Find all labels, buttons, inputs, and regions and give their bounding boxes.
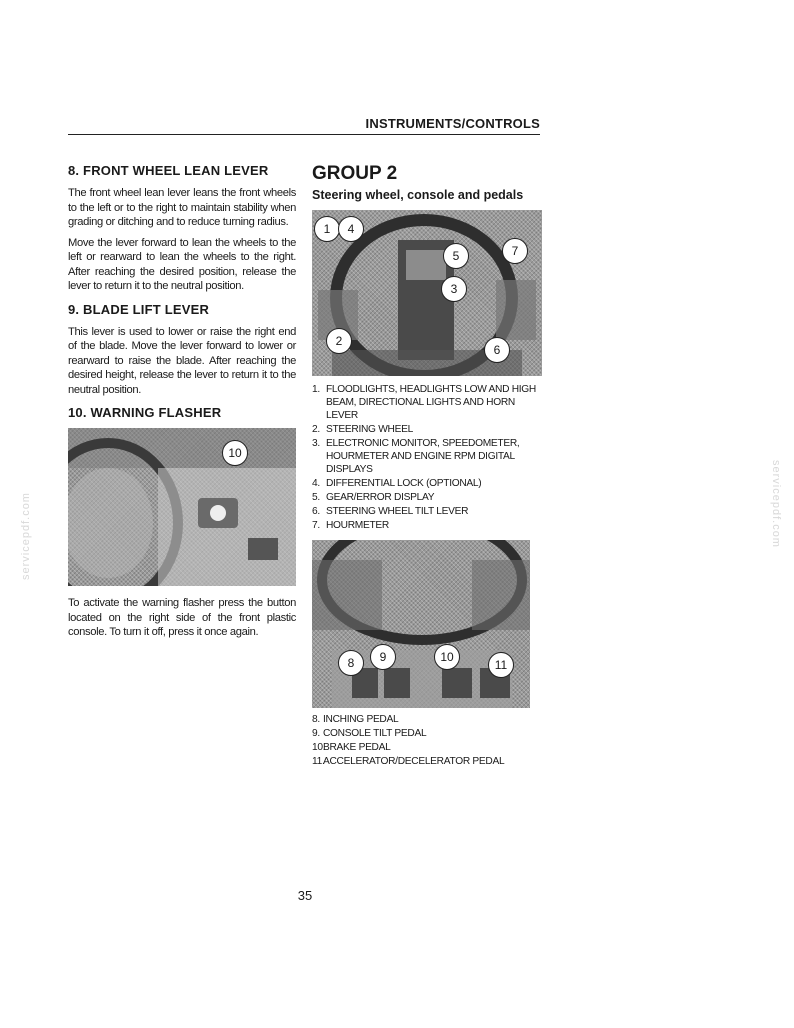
warning-flasher-photo bbox=[68, 428, 296, 586]
group-subtitle: Steering wheel, console and pedals bbox=[312, 188, 524, 202]
callout-9: 9 bbox=[370, 644, 396, 670]
item-number: 6. bbox=[312, 506, 320, 517]
item-text: STEERING WHEEL bbox=[326, 424, 413, 435]
pedals-scene bbox=[312, 540, 530, 708]
header-title: INSTRUMENTS/CONTROLS bbox=[365, 116, 540, 131]
list-item bbox=[312, 423, 542, 436]
list-item bbox=[312, 505, 542, 518]
list-item bbox=[312, 491, 542, 504]
item-number: 1. bbox=[312, 384, 320, 395]
left-column bbox=[68, 163, 296, 648]
callout-7: 7 bbox=[502, 238, 528, 264]
watermark-left: servicepdf.com bbox=[20, 492, 32, 580]
warning-flasher-scene bbox=[68, 428, 296, 586]
item-text: INCHING PEDAL bbox=[323, 714, 399, 725]
paragraph: To activate the warning flasher press the button located on the right side of the front plastic console. To turn it off, press it once again. bbox=[68, 597, 296, 638]
list-item bbox=[312, 383, 542, 422]
item-text: ACCELERATOR/DECELERATOR PEDAL bbox=[323, 756, 505, 767]
item-text: STEERING WHEEL TILT LEVER bbox=[326, 506, 469, 517]
header-rule bbox=[68, 134, 540, 135]
list-item bbox=[312, 713, 542, 726]
callout-2: 2 bbox=[326, 328, 352, 354]
watermark-right: servicepdf.com bbox=[770, 460, 782, 548]
list-item bbox=[312, 755, 542, 768]
item-number: 2. bbox=[312, 424, 320, 435]
list-item bbox=[312, 437, 542, 476]
item-number: 7. bbox=[312, 520, 320, 531]
item-text: CONSOLE TILT PEDAL bbox=[323, 728, 427, 739]
callout-1: 1 bbox=[314, 216, 340, 242]
item-number: 11. bbox=[312, 756, 325, 767]
section-warning-flasher bbox=[68, 405, 296, 640]
section-front-wheel-lean-lever bbox=[68, 163, 296, 294]
item-text: ELECTRONIC MONITOR, SPEEDOMETER, HOURMETER AND ENGINE RPM DIGITAL DISPLAYS bbox=[326, 438, 520, 475]
item-number: 9. bbox=[312, 728, 320, 739]
list-item bbox=[312, 727, 542, 740]
item-text: BRAKE PEDAL bbox=[323, 742, 391, 753]
section-heading: 9. BLADE LIFT LEVER bbox=[68, 301, 210, 317]
paragraph: This lever is used to lower or raise the right end of the blade. Move the lever forward to lower or rearward to raise the blade. After reaching the desired height, release the lever to return it to the neutral position. bbox=[68, 325, 296, 396]
callout-8: 8 bbox=[338, 650, 364, 676]
item-number: 8. bbox=[312, 714, 320, 725]
item-number: 5. bbox=[312, 492, 320, 503]
section-heading: 10. WARNING FLASHER bbox=[68, 405, 222, 420]
item-text: DIFFERENTIAL LOCK (OPTIONAL) bbox=[326, 478, 482, 489]
paragraph: Move the lever forward to lean the wheels to the left or rearward to lean the wheels to the right. After reaching the desired position, release the lever to return it to the neutral position. bbox=[68, 236, 296, 292]
list-item bbox=[312, 741, 542, 754]
callout-3: 3 bbox=[441, 276, 467, 302]
page-number: 35 bbox=[297, 888, 313, 903]
callout-6: 6 bbox=[484, 337, 510, 363]
item-number: 4. bbox=[312, 478, 320, 489]
steering-console-photo bbox=[312, 210, 542, 376]
item-number: 10. bbox=[312, 742, 326, 753]
right-column bbox=[312, 163, 542, 769]
item-number: 3. bbox=[312, 438, 320, 449]
section-blade-lift-lever bbox=[68, 302, 296, 398]
item-text: GEAR/ERROR DISPLAY bbox=[326, 492, 435, 503]
figure1-legend bbox=[312, 383, 542, 532]
callout-5: 5 bbox=[443, 243, 469, 269]
list-item bbox=[312, 477, 542, 490]
item-text: HOURMETER bbox=[326, 520, 389, 531]
pedals-photo bbox=[312, 540, 530, 708]
callout-4: 4 bbox=[338, 216, 364, 242]
callout-11: 11 bbox=[488, 652, 514, 678]
paragraph: The front wheel lean lever leans the front wheels to the left or to the right to maintain stability when grading or ditching and to reduce turning radius. bbox=[68, 187, 296, 228]
callout-10: 10 bbox=[434, 644, 460, 670]
list-item bbox=[312, 519, 542, 532]
section-heading: 8. FRONT WHEEL LEAN LEVER bbox=[68, 163, 269, 178]
callout-10: 10 bbox=[222, 440, 248, 466]
figure2-legend bbox=[312, 713, 542, 768]
item-text: FLOODLIGHTS, HEADLIGHTS LOW AND HIGH BEAM, DIRECTIONAL LIGHTS AND HORN LEVER bbox=[326, 384, 536, 421]
group-title: GROUP 2 bbox=[312, 163, 398, 184]
